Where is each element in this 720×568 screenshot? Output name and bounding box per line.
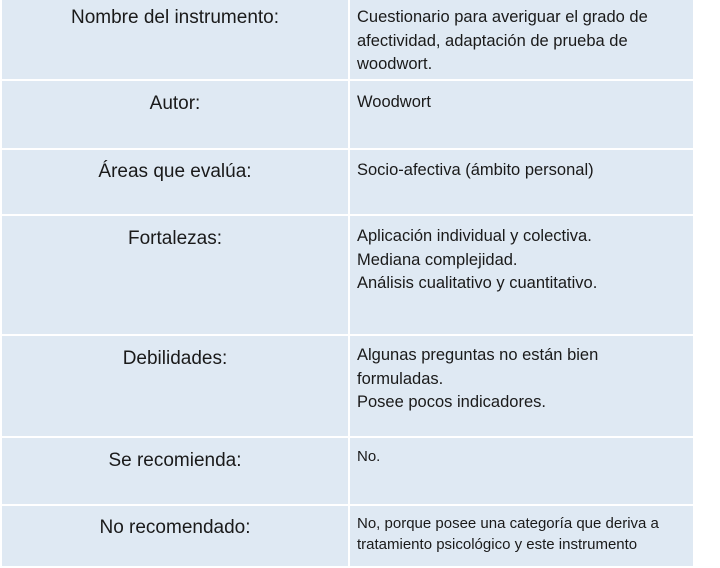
- not-recommended-value: [350, 506, 693, 555]
- strengths-value: [350, 216, 693, 296]
- row-label-cell: [1, 335, 349, 437]
- row-value-cell: [349, 215, 694, 335]
- row-value-cell: [349, 505, 694, 567]
- areas-value: [350, 150, 693, 183]
- table-row-not-recommended: [1, 505, 694, 567]
- instrument-name-value: [350, 0, 693, 77]
- table-row-strengths: [1, 215, 694, 335]
- row-label-cell: [1, 149, 349, 215]
- row-label-cell: [1, 215, 349, 335]
- value-line: Algunas preguntas no están bien: [357, 346, 599, 364]
- row-value-cell: [349, 335, 694, 437]
- value-line: tratamiento psicológico y este instrumento: [357, 536, 638, 553]
- recommended-value: [350, 438, 693, 469]
- value-line: Cuestionario para averiguar el grado de: [357, 8, 648, 26]
- value-line: No, porque posee una categoría que deriva a: [357, 515, 659, 532]
- value-line: Análisis cualitativo y cuantitativo.: [357, 274, 598, 292]
- value-line: formuladas.: [357, 369, 444, 388]
- not-recommended-label: No recomendado:: [99, 517, 251, 538]
- recommended-label: Se recomienda:: [108, 450, 242, 471]
- row-value-cell: [349, 0, 694, 80]
- areas-label: Áreas que evalúa:: [98, 161, 252, 182]
- row-value-cell: [349, 80, 694, 149]
- page-margin-right: [695, 0, 720, 540]
- weaknesses-value: [350, 336, 693, 415]
- row-value-cell: [349, 437, 694, 505]
- row-label-cell: [1, 505, 349, 567]
- value-line: Socio-afectiva (ámbito personal): [357, 161, 594, 179]
- row-label-cell: [1, 80, 349, 149]
- value-line: Mediana complejidad.: [357, 250, 518, 269]
- weaknesses-label: Debilidades:: [122, 348, 228, 369]
- value-line: Aplicación individual y colectiva.: [357, 227, 592, 245]
- table-row-recommended: [1, 437, 694, 505]
- table-row-author: [1, 80, 694, 149]
- instrument-name-label: Nombre del instrumento:: [70, 7, 280, 28]
- author-value: [350, 81, 693, 115]
- table-row-instrument-name: [1, 0, 694, 80]
- row-label-cell: [1, 0, 349, 80]
- row-value-cell: [349, 149, 694, 215]
- value-line: afectividad, adaptación de prueba de: [357, 31, 628, 50]
- value-line: No.: [357, 448, 381, 465]
- value-line: Woodwort: [357, 93, 431, 111]
- strengths-label: Fortalezas:: [128, 228, 222, 249]
- value-line: woodwort.: [357, 55, 433, 73]
- table-row-areas: [1, 149, 694, 215]
- author-label: Autor:: [149, 93, 201, 114]
- row-label-cell: [1, 437, 349, 505]
- value-line: Posee pocos indicadores.: [357, 393, 546, 411]
- table-row-weaknesses: [1, 335, 694, 437]
